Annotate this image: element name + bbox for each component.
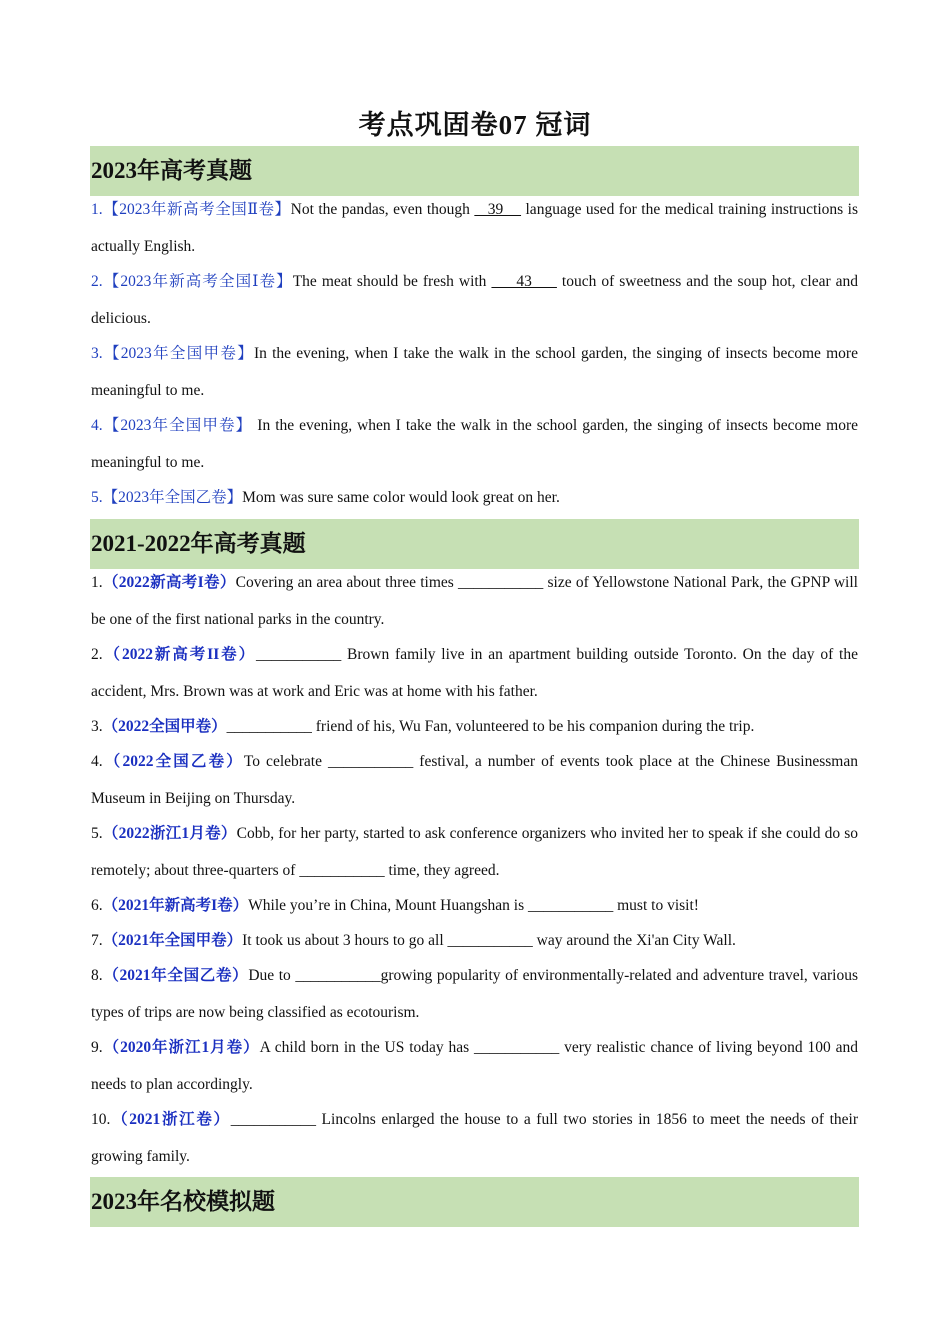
question-2122-5 [91,815,858,889]
question-number: 7. [91,932,103,949]
question-source: 【2023年全国乙卷】 [102,489,243,506]
answer-blank: ___________ [230,1111,316,1128]
section-heading-2023: 2023年高考真题 [90,146,859,196]
question-2122-10 [91,1101,858,1175]
question-number: 2. [91,273,103,290]
question-source: 【2023年新高考全国Ⅱ卷】 [102,201,291,218]
question-2122-9 [91,1029,858,1103]
question-2023-1 [91,191,858,265]
question-text: In the evening, when I take the walk in the school garden, the singing of insects become more meaningful to me. [91,417,858,471]
question-number: 8. [91,967,103,984]
question-text: In the evening, when I take the walk in the school garden, the singing of insects become more meaningful to me. [91,345,858,399]
question-source: （2022新高考I卷） [102,574,236,591]
question-text: Mom was sure same color would look great on her. [242,489,560,506]
answer-blank: ___________ [328,753,414,770]
question-text: The meat should be fresh with [292,273,492,290]
answer-blank: 43 [491,273,557,290]
question-text: language used for the medical training instructions is actually English. [91,201,858,255]
question-number: 3. [91,718,103,735]
question-text: To celebrate [243,753,329,770]
question-2122-2 [91,636,858,710]
question-text: friend of his, Wu Fan, volunteered to be his companion during the trip. [311,718,755,735]
question-text: touch of sweetness and the soup hot, clear and delicious. [91,273,858,327]
answer-blank: ___________ [458,574,544,591]
question-number: 4. [91,417,103,434]
question-text: A child born in the US today has [259,1039,475,1056]
question-2023-4 [91,407,858,481]
answer-blank: ___________ [447,932,533,949]
answer-blank: ___________ [226,718,312,735]
question-source: 【2023年全国甲卷】 [102,417,253,434]
question-2122-1 [91,564,858,638]
question-text: size of Yellowstone National Park, the GPNP will be one of the first national parks in the country. [91,574,858,628]
question-source: （2022全国甲卷） [102,718,227,735]
question-text: Covering an area about three times [235,574,459,591]
page-title: 考点巩固卷07 冠词 [358,110,592,140]
answer-blank: ___________ [299,862,385,879]
question-number: 6. [91,897,103,914]
question-text: must to visit! [613,897,699,914]
question-number: 9. [91,1039,103,1056]
question-text: way around the Xi'an City Wall. [532,932,736,949]
question-number: 5. [91,825,103,842]
section-heading-2023-mock: 2023年名校模拟题 [90,1177,859,1227]
section-heading-2021-2022: 2021-2022年高考真题 [90,519,859,569]
question-source: （2021年新高考I卷） [102,897,249,914]
question-text: festival, a number of events took place at the Chinese Businessman Museum in Beijing on Thursday. [91,753,858,807]
question-number: 10. [91,1111,111,1128]
question-text: growing popularity of environmentally-related and adventure travel, various types of trips are now being classified as ecotourism. [91,967,858,1021]
question-text: While you’re in China, Mount Huangshan is [248,897,528,914]
question-text: Due to [248,967,296,984]
question-source: （2021年全国甲卷） [102,932,243,949]
question-source: （2020年浙江1月卷） [102,1039,260,1056]
question-source: （2022全国乙卷） [102,753,244,770]
answer-blank: ___________ [528,897,614,914]
question-text: It took us about 3 hours to go all [242,932,448,949]
question-number: 1. [91,574,103,591]
question-source: （2022浙江1月卷） [102,825,237,842]
question-2023-2 [91,263,858,337]
question-text: time, they agreed. [384,862,500,879]
question-source: （2021浙江卷） [110,1111,231,1128]
question-text: very realistic chance of living beyond 100 and needs to plan accordingly. [91,1039,858,1093]
question-2122-4 [91,743,858,817]
question-number: 5. [91,489,103,506]
question-source: 【2023年全国甲卷】 [102,345,255,362]
question-source: （2021年全国乙卷） [102,967,249,984]
question-2023-3 [91,335,858,409]
question-text: Lincolns enlarged the house to a full two stories in 1856 to meet the needs of their growing family. [91,1111,858,1165]
question-2122-7 [91,922,858,959]
question-2122-8 [91,957,858,1031]
question-2122-6 [91,887,858,924]
question-text: Not the pandas, even though [290,201,475,218]
question-2023-5 [91,479,858,516]
question-number: 3. [91,345,103,362]
question-2122-3 [91,708,858,745]
question-number: 4. [91,753,103,770]
question-text: Cobb, for her party, started to ask conference organizers who invited her to speak if she could do so remotely; about three-quarters of [91,825,858,879]
question-number: 2. [91,646,103,663]
answer-blank: ___________ [295,967,381,984]
question-source: （2022新高考II卷） [102,646,256,663]
answer-blank: ___________ [256,646,342,663]
question-number: 1. [91,201,103,218]
question-text: Brown family live in an apartment building outside Toronto. On the day of the accident, Mrs. Brown was at work and Eric was at home with his father. [91,646,858,700]
answer-blank: 39 [474,201,522,218]
answer-blank: ___________ [474,1039,560,1056]
question-source: 【2023年新高考全国Ⅰ卷】 [102,273,293,290]
